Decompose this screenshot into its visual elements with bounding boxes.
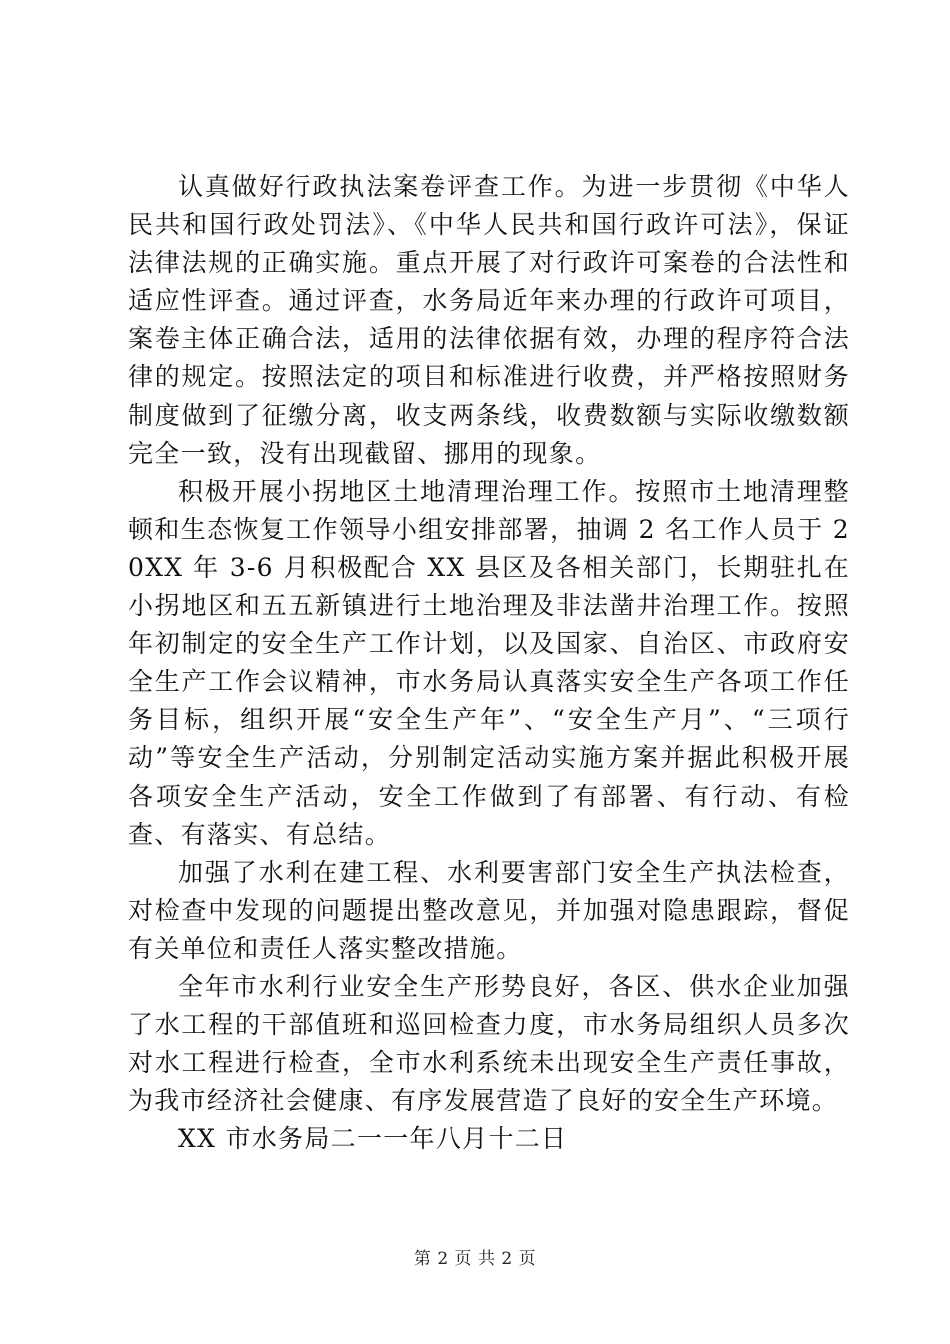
paragraph-annual-summary: 全年市水利行业安全生产形势良好，各区、供水企业加强了水工程的干部值班和巡回检查力度，市水务局组织人员多次对水工程进行检查，全市水利系统未出现安全生产责任事故，为我市经济社会健康、有序发展营造了良好的安全生产环境。 (128, 971, 850, 1116)
document-body (128, 168, 850, 1158)
page-number-footer: 第 2 页 共 2 页 (413, 1249, 537, 1269)
paragraph-safety-inspection: 加强了水利在建工程、水利要害部门安全生产执法检查，对检查中发现的问题提出整改意见，并加强对隐患跟踪，督促有关单位和责任人落实整改措施。 (128, 857, 850, 963)
paragraph-land-cleanup: 积极开展小拐地区土地清理治理工作。按照市土地清理整顿和生态恢复工作领导小组安排部署，抽调 2 名工作人员于 20XX 年 3-6 月积极配合 XX 县区及各相关部门，长期驻扎在小拐地区和五五新镇进行土地治理及非法凿井治理工作。按照年初制定的安全生产工作计划，以及国家、自治区、市政府安全生产工作会议精神，市水务局认真落实安全生产各项工作任务目标，组织开展“安全生产年”、“安全生产月”、“三项行动”等安全生产活动，分别制定活动实施方案并据此积极开展各项安全生产活动，安全工作做到了有部署、有行动、有检查、有落实、有总结。 (128, 476, 850, 849)
signature-line: XX 市水务局二一一年八月十二日 (178, 1124, 568, 1154)
paragraph-case-review: 认真做好行政执法案卷评查工作。为进一步贯彻《中华人民共和国行政处罚法》、《中华人民共和国行政许可法》，保证法律法规的正确实施。重点开展了对行政许可案卷的合法性和适应性评查。通过评查，水务局近年来办理的行政许可项目，案卷主体正确合法，适用的法律依据有效，办理的程序符合法律的规定。按照法定的项目和标准进行收费，并严格按照财务制度做到了征缴分离，收支两条线，收费数额与实际收缴数额完全一致，没有出现截留、挪用的现象。 (128, 172, 850, 468)
